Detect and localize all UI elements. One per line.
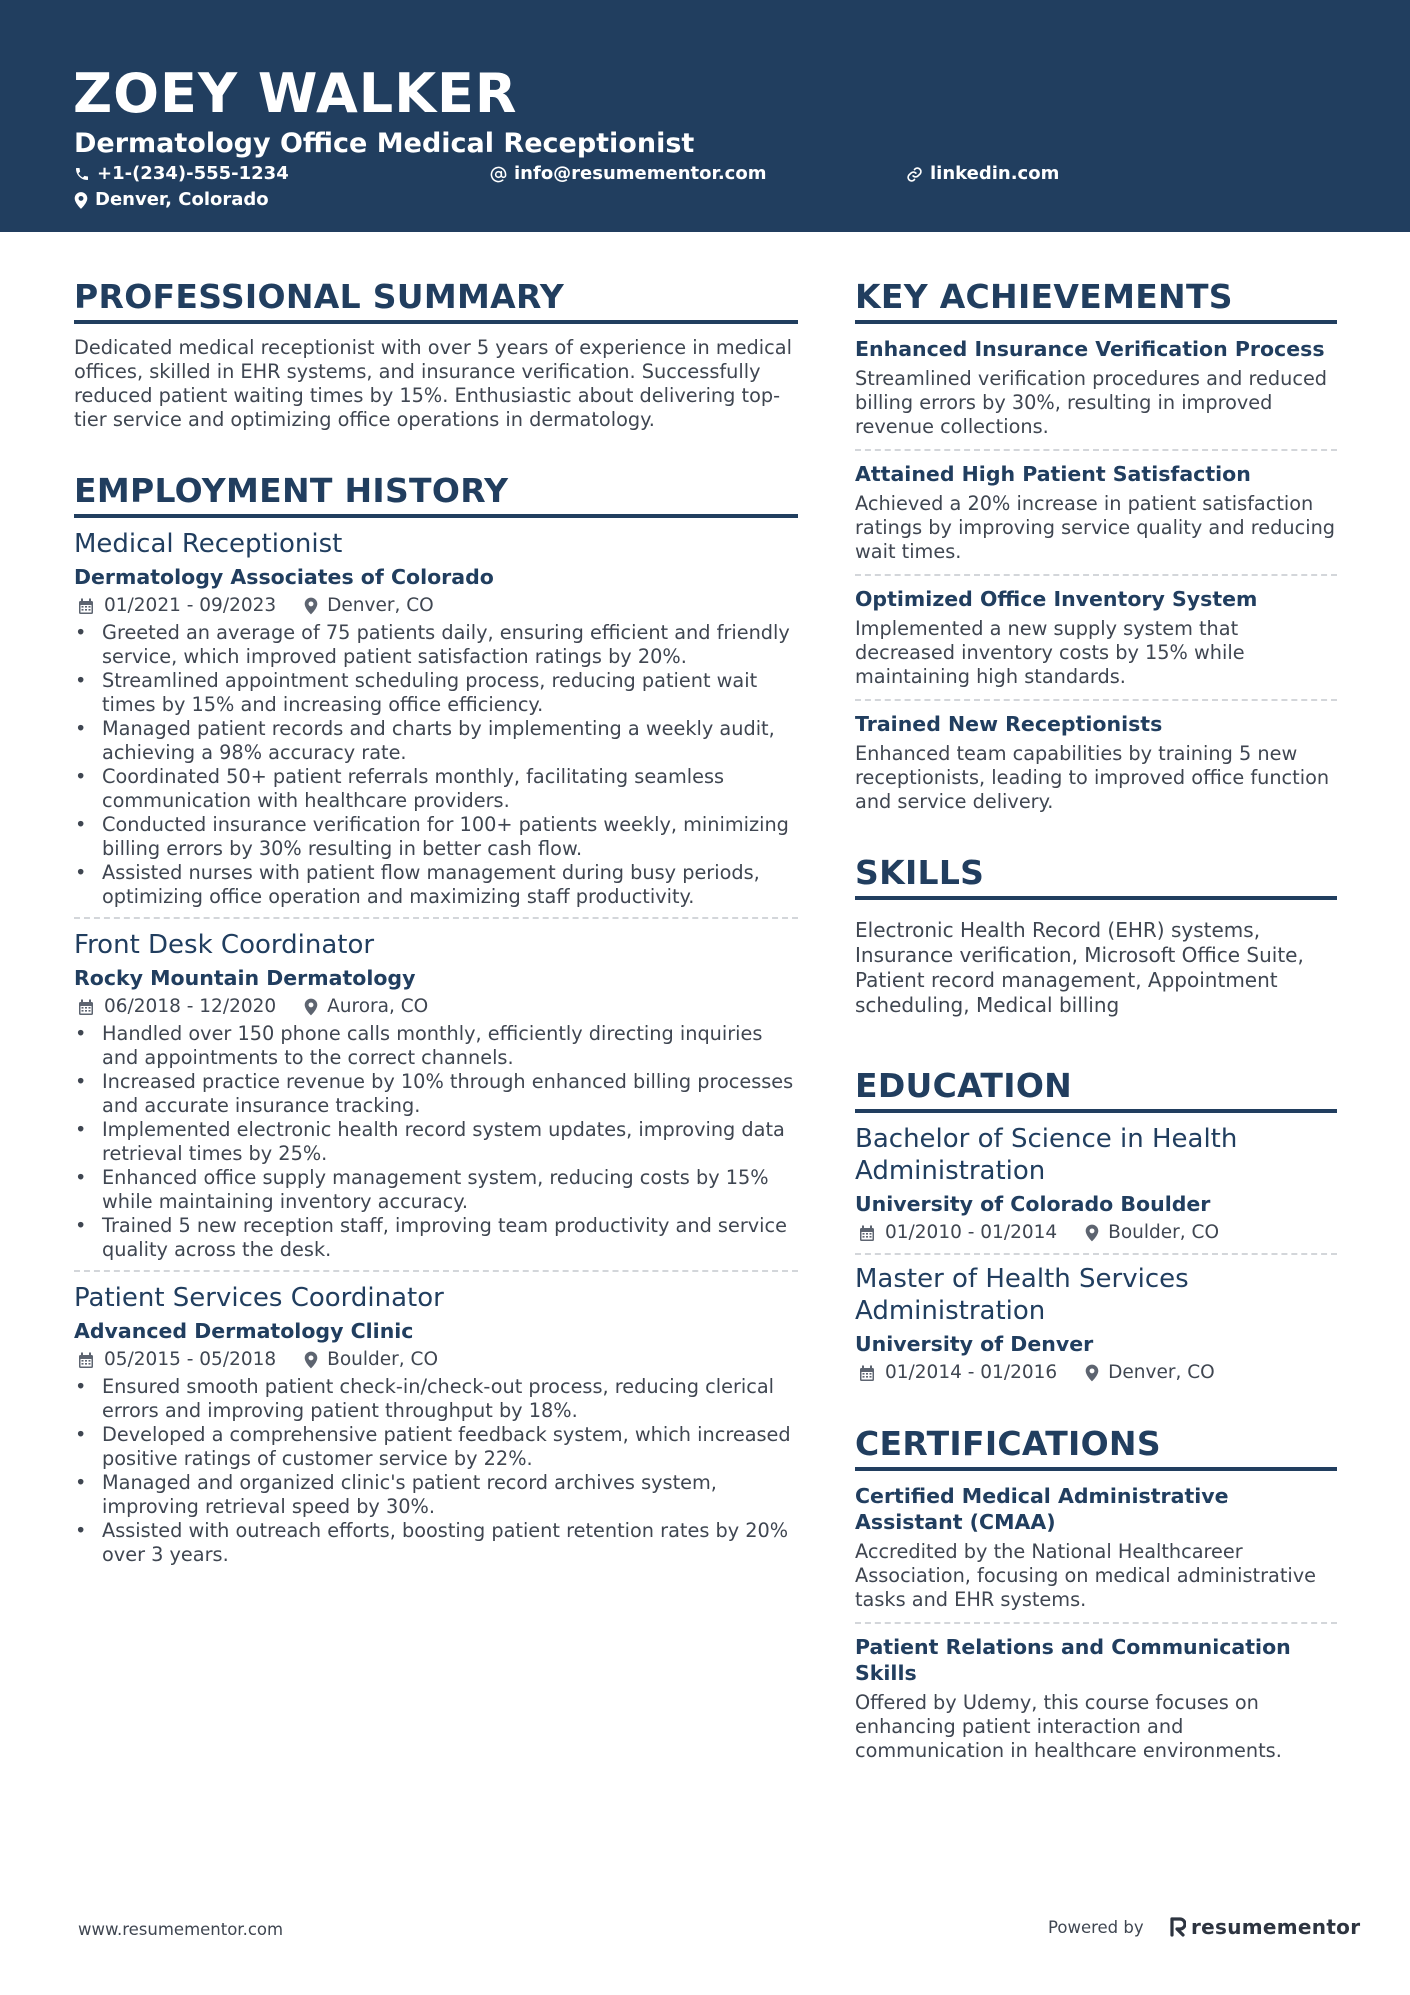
job-entry: [74, 1282, 798, 1567]
bullet-item: • Trained 5 new reception staff, improving team productivity and service quality across the desk.: [74, 1214, 798, 1262]
email-link[interactable]: info@resumementor.com: [514, 163, 767, 184]
achievement-bullets: [74, 1375, 798, 1567]
bullet-item: • Streamlined appointment scheduling process, reducing patient wait times by 15% and increasing office efficiency.: [74, 669, 798, 717]
achievement-desc: Enhanced team capabilities by training 5 new receptionists, leading to improved office function and service delivery.: [855, 742, 1330, 813]
certifications-list: [855, 1483, 1337, 1763]
contact-email[interactable]: [490, 163, 766, 185]
achievement-title: Enhanced Insurance Verification Process: [855, 337, 1325, 361]
location-text: Denver, CO: [1108, 1362, 1215, 1383]
education-heading: EDUCATION: [855, 1065, 1337, 1113]
achievements-list: [855, 336, 1337, 814]
date-location-row: [855, 1221, 1337, 1245]
bullet-item: • Increased practice revenue by 10% through enhanced billing processes and accurate insurance tracking.: [74, 1070, 798, 1118]
achievement-desc: Implemented a new supply system that decreased inventory costs by 15% while maintaining high standards.: [855, 617, 1245, 688]
job-title: Medical Receptionist: [74, 529, 343, 559]
map-pin-icon: [1085, 1364, 1099, 1382]
bullet-item: • Conducted insurance verification for 100+ patients weekly, minimizing billing errors by 30% resulting in better cash flow.: [74, 813, 798, 861]
bullet-item: • Enhanced office supply management system, reducing costs by 15% while maintaining inventory accuracy.: [74, 1166, 798, 1214]
phone-text: +1-(234)-555-1234: [97, 163, 289, 184]
achievement-title: Optimized Office Inventory System: [855, 587, 1258, 611]
at-sign-icon: [490, 166, 507, 183]
location-text: Aurora, CO: [327, 996, 429, 1017]
company-name: Rocky Mountain Dermatology: [74, 966, 416, 990]
summary-text: Dedicated medical receptionist with over 5 years of experience in medical offices, skilled in EHR systems, and insurance verification. Successfully reduced patient waiting times by 15%. Enthusiastic about delivering top-tier service and optimizing office operations in dermatology.: [74, 336, 792, 431]
summary-heading: PROFESSIONAL SUMMARY: [74, 276, 798, 324]
link-icon: [906, 166, 923, 183]
footer-powered-by: Powered by: [1048, 1918, 1144, 1937]
certification-desc: Offered by Udemy, this course focuses on enhancing patient interaction and communication in healthcare environments.: [855, 1691, 1282, 1762]
skills-heading: SKILLS: [855, 852, 1337, 900]
footer-brand-logo[interactable]: [1170, 1914, 1360, 1940]
location-text: Boulder, CO: [1108, 1222, 1220, 1243]
location: [1085, 1361, 1215, 1385]
location: [304, 995, 428, 1019]
certification-title: Patient Relations and Communication Skills: [855, 1635, 1291, 1685]
certification-item: [855, 1634, 1337, 1763]
left-column: [74, 276, 798, 1567]
bullet-item: • Developed a comprehensive patient feedback system, which increased positive ratings of customer service by 22%.: [74, 1423, 798, 1471]
location-text: Denver, Colorado: [95, 189, 269, 210]
achievement-title: Trained New Receptionists: [855, 712, 1163, 736]
date-range: 05/2015 - 05/2018: [104, 1349, 277, 1370]
bullet-item: • Assisted nurses with patient flow management during busy periods, optimizing office operation and maximizing staff productivity.: [74, 861, 798, 909]
company-name: Dermatology Associates of Colorado: [74, 565, 494, 589]
date-range: 01/2010 - 01/2014: [885, 1222, 1058, 1243]
footer-url[interactable]: www.resumementor.com: [78, 1920, 284, 1939]
map-pin-icon: [304, 998, 318, 1016]
certification-desc: Accredited by the National Healthcareer Association, focusing on medical administrative tasks and EHR systems.: [855, 1540, 1317, 1611]
education-list: [855, 1123, 1337, 1385]
education-entry: [855, 1263, 1337, 1385]
achievement-bullets: [74, 1022, 798, 1262]
job-title: Patient Services Coordinator: [74, 1283, 444, 1313]
date-location-row: [855, 1361, 1337, 1385]
bullet-item: • Coordinated 50+ patient referrals monthly, facilitating seamless communication with healthcare providers.: [74, 765, 798, 813]
achievements-heading: KEY ACHIEVEMENTS: [855, 276, 1337, 324]
skills-text: Electronic Health Record (EHR) systems, Insurance verification, Microsoft Office Suite, Patient record management, Appointment scheduling, Medical billing: [855, 918, 1304, 1017]
map-pin-icon: [1085, 1224, 1099, 1242]
education-entry: [855, 1123, 1337, 1245]
employment-heading: EMPLOYMENT HISTORY: [74, 470, 798, 518]
section-divider: [855, 1253, 1337, 1255]
date-range: 01/2021 - 09/2023: [104, 595, 277, 616]
resume-header: [0, 0, 1410, 232]
school-name: University of Denver: [855, 1332, 1094, 1356]
right-column: [855, 276, 1337, 1763]
bullet-item: • Ensured smooth patient check-in/check-out process, reducing clerical errors and improving patient throughput by 18%.: [74, 1375, 798, 1423]
section-divider: [855, 574, 1337, 576]
bullet-item: • Handled over 150 phone calls monthly, efficiently directing inquiries and appointments to the correct channels.: [74, 1022, 798, 1070]
bullet-item: • Implemented electronic health record system updates, improving data retrieval times by 25%.: [74, 1118, 798, 1166]
date-range: 06/2018 - 12/2020: [104, 996, 277, 1017]
location-text: Boulder, CO: [327, 1349, 439, 1370]
bullet-item: • Greeted an average of 75 patients daily, ensuring efficient and friendly service, which improved patient satisfaction ratings by 20%.: [74, 621, 798, 669]
degree: Bachelor of Science in Health Administration: [855, 1124, 1238, 1186]
achievement-desc: Streamlined verification procedures and reduced billing errors by 30%, resulting in improved revenue collections.: [855, 367, 1328, 438]
contact-website[interactable]: [906, 163, 1059, 185]
date-location-row: [74, 995, 798, 1019]
calendar-icon: [78, 999, 94, 1016]
certification-item: [855, 1483, 1337, 1612]
location-text: Denver, CO: [327, 595, 434, 616]
degree: Master of Health Services Administration: [855, 1264, 1189, 1326]
date-range: 01/2014 - 01/2016: [885, 1362, 1058, 1383]
achievement-desc: Achieved a 20% increase in patient satisfaction ratings by improving service quality and reducing wait times.: [855, 492, 1336, 563]
achievement-item: [855, 711, 1337, 814]
calendar-icon: [859, 1365, 875, 1382]
certifications-heading: CERTIFICATIONS: [855, 1423, 1337, 1471]
map-pin-icon: [304, 597, 318, 615]
location: [304, 1348, 438, 1372]
calendar-icon: [859, 1225, 875, 1242]
achievement-item: [855, 586, 1337, 689]
resumementor-logo-icon: [1170, 1917, 1186, 1937]
brand-text: resumementor: [1191, 1915, 1361, 1939]
contact-location: [74, 189, 269, 211]
date-location-row: [74, 1348, 798, 1372]
school-name: University of Colorado Boulder: [855, 1192, 1211, 1216]
job-entry: [74, 528, 798, 909]
date-location-row: [74, 594, 798, 618]
map-pin-icon: [74, 192, 88, 209]
section-divider: [855, 449, 1337, 451]
candidate-name: ZOEY WALKER: [73, 62, 518, 125]
section-divider: [855, 699, 1337, 701]
calendar-icon: [78, 1352, 94, 1369]
map-pin-icon: [304, 1351, 318, 1369]
job-entry: [74, 929, 798, 1262]
company-name: Advanced Dermatology Clinic: [74, 1319, 414, 1343]
achievement-title: Attained High Patient Satisfaction: [855, 462, 1251, 486]
section-divider: [855, 1622, 1337, 1624]
bullet-item: • Managed and organized clinic's patient record archives system, improving retrieval speed by 30%.: [74, 1471, 798, 1519]
job-title: Front Desk Coordinator: [74, 930, 375, 960]
jobs-list: [74, 528, 798, 1567]
location: [1085, 1221, 1219, 1245]
achievement-item: [855, 336, 1337, 439]
achievement-item: [855, 461, 1337, 564]
calendar-icon: [78, 598, 94, 615]
location: [304, 594, 434, 618]
section-divider: [74, 917, 798, 919]
achievement-bullets: [74, 621, 798, 909]
bullet-item: • Managed patient records and charts by implementing a weekly audit, achieving a 98% accuracy rate.: [74, 717, 798, 765]
contact-phone: [74, 163, 289, 185]
certification-title: Certified Medical Administrative Assistant (CMAA): [855, 1484, 1229, 1534]
bullet-item: • Assisted with outreach efforts, boosting patient retention rates by 20% over 3 years.: [74, 1519, 798, 1567]
section-divider: [74, 1270, 798, 1272]
candidate-title: Dermatology Office Medical Receptionist: [74, 128, 695, 159]
phone-icon: [74, 166, 90, 182]
website-link[interactable]: linkedin.com: [930, 163, 1060, 184]
